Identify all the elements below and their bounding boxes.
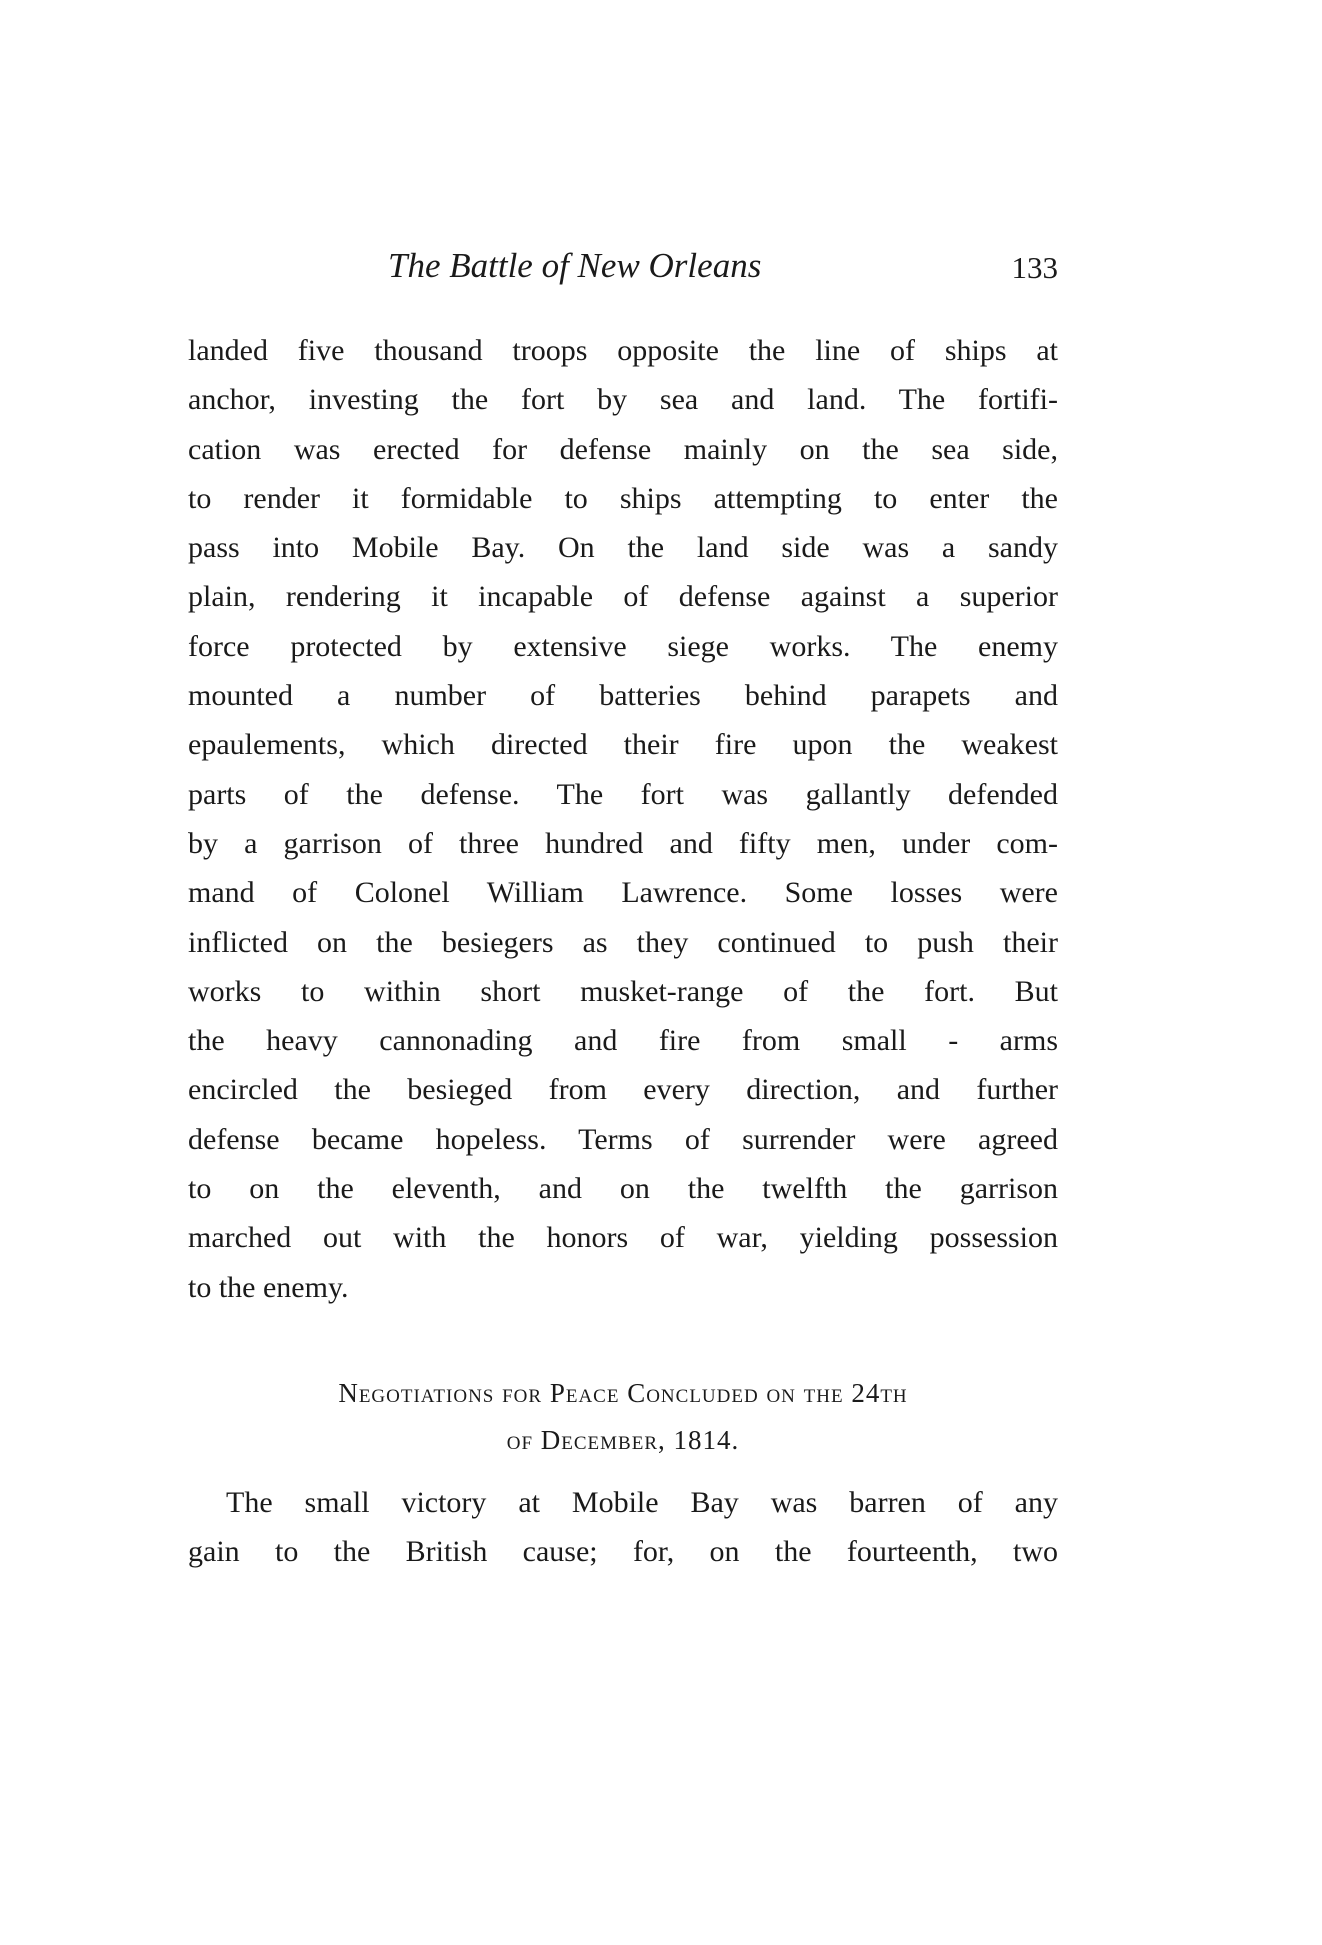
page-number: 133 [1011, 250, 1058, 285]
text-line: pass into Mobile Bay. On the land side was a sandy [188, 531, 1058, 565]
text-line: mounted a number of batteries behind parapets and [188, 679, 1058, 713]
running-head [188, 246, 1058, 296]
text-line: cation was erected for defense mainly on the sea side, [188, 432, 1058, 466]
text-line: mand of Colonel William Lawrence. Some losses were [188, 876, 1058, 910]
text-line: the heavy cannonading and fire from small - arms [188, 1024, 1058, 1058]
text-line: encircled the besieged from every direction, and further [188, 1073, 1058, 1107]
text-line: marched out with the honors of war, yielding possession [188, 1221, 1058, 1255]
text-line: landed five thousand troops opposite the line of ships at [188, 334, 1058, 367]
text-line: inflicted on the besiegers as they continued to push their [188, 925, 1058, 959]
section-heading [188, 1370, 1058, 1464]
text-line: parts of the defense. The fort was gallantly defended [188, 777, 1058, 811]
text-line: to on the eleventh, and on the twelfth the garrison [188, 1172, 1058, 1206]
text-line: to the enemy. [188, 1270, 349, 1304]
text-line: by a garrison of three hundred and fifty men, under com- [188, 826, 1058, 860]
text-line: defense became hopeless. Terms of surrender were agreed [188, 1122, 1058, 1156]
text-line: The small victory at Mobile Bay was barren of any [226, 1486, 1058, 1519]
text-line: epaulements, which directed their fire upon the weakest [188, 728, 1058, 762]
paragraph-2 [188, 1478, 1058, 1577]
running-head-title: The Battle of New Orleans [388, 246, 762, 285]
paragraph-1 [188, 326, 1058, 1312]
section-heading-line-1: Negotiations for Peace Concluded on the 24th [338, 1378, 908, 1408]
text-line: to render it formidable to ships attempting to enter the [188, 481, 1058, 515]
text-line: anchor, investing the fort by sea and land. The fortifi- [188, 383, 1058, 417]
text-line: gain to the British cause; for, on the fourteenth, two [188, 1535, 1058, 1569]
text-line: force protected by extensive siege works. The enemy [188, 629, 1058, 663]
text-line: plain, rendering it incapable of defense against a superior [188, 580, 1058, 614]
section-heading-line-2: of December, 1814. [506, 1425, 740, 1455]
text-line: works to within short musket-range of the fort. But [188, 974, 1058, 1008]
